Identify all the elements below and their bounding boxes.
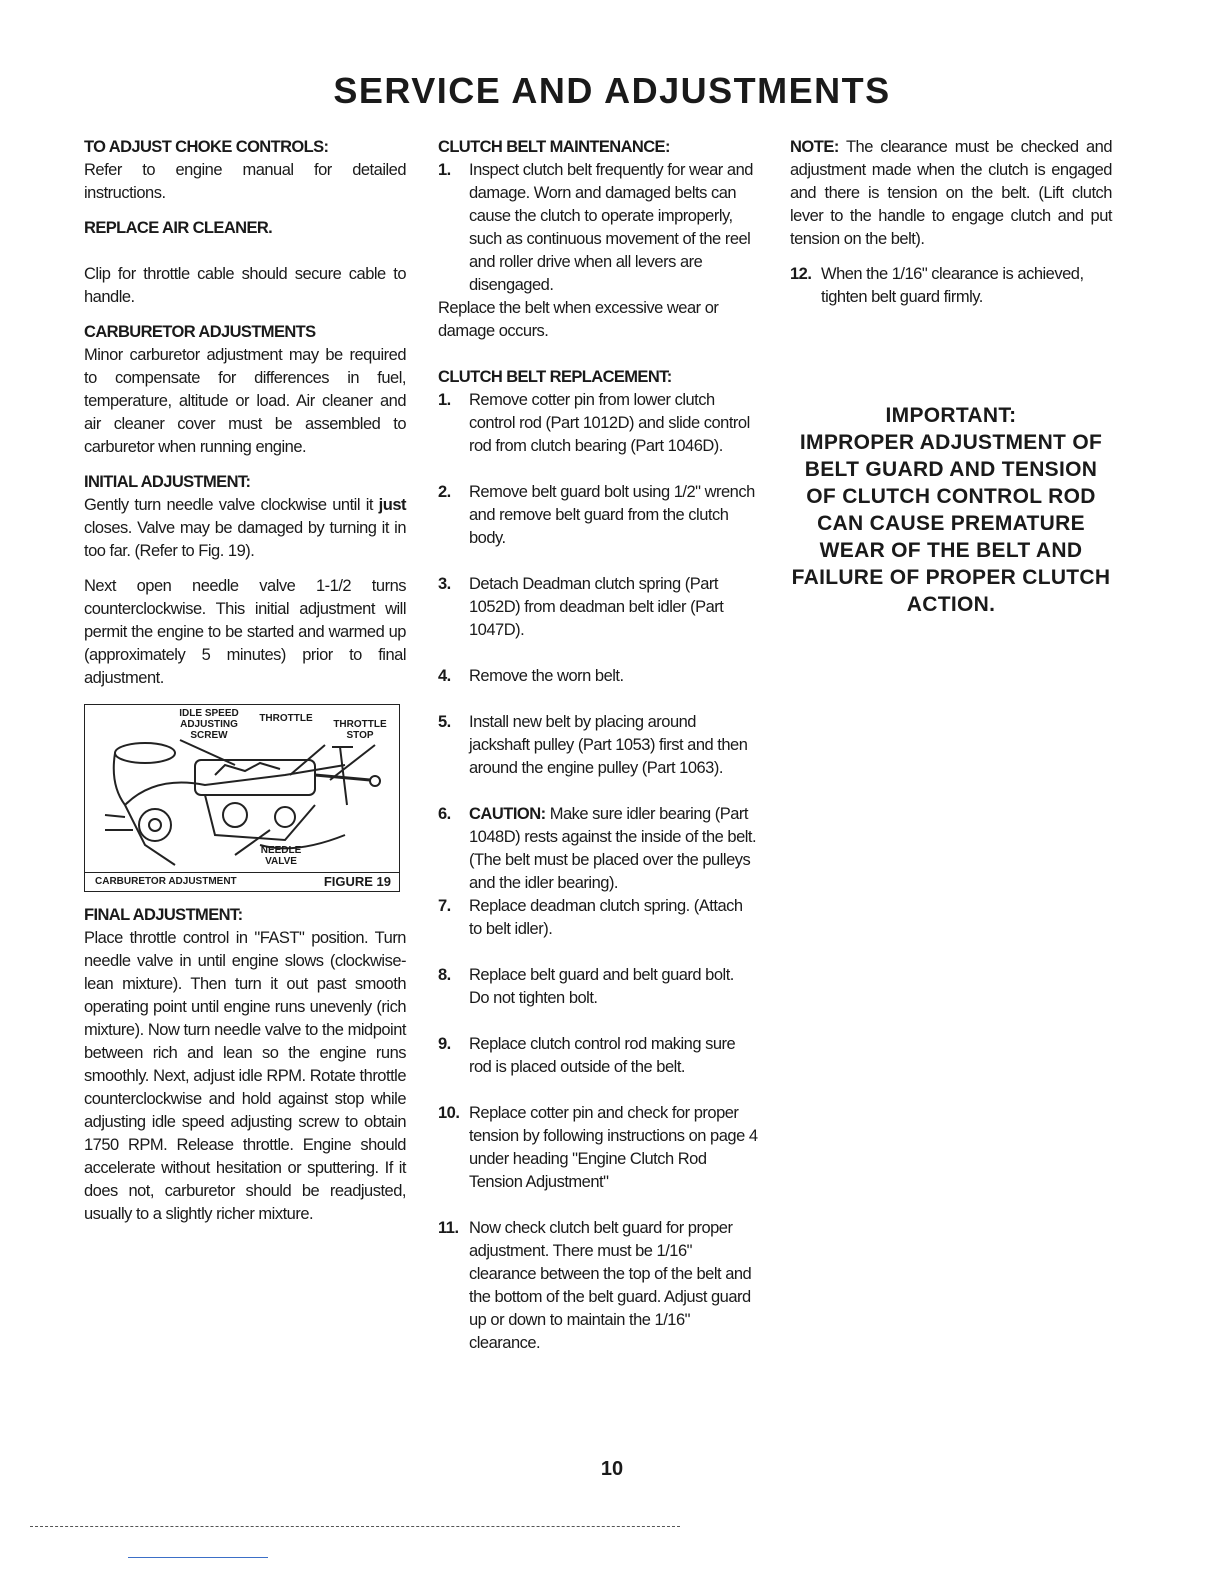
step-number: 9. [438,1035,451,1053]
figure-19-carburetor [84,704,400,892]
column-middle [438,136,758,1378]
replacement-step [438,573,758,642]
page-number: 10 [600,1458,624,1480]
step-text: Replace deadman clutch spring. (Attach to belt idler). [469,897,743,938]
figure-caption [85,872,399,891]
carburetor-text: Minor carburetor adjustment may be required to compensate for differences in fuel, temperature, altitude or load. Air cleaner and air cleaner cover must be assembled to carburetor when running engine. [84,346,406,456]
step-number: 4. [438,667,451,685]
figure-caption-title: CARBURETOR ADJUSTMENT [95,876,237,887]
step-text: Install new belt by placing around jackshaft pulley (Part 1053) first and then around the engine pulley (Part 1063). [469,713,748,777]
replacement-step [438,1102,758,1194]
important-title: IMPORTANT: [885,404,1017,427]
step-text: Replace belt guard and belt guard bolt. Do not tighten bolt. [469,966,734,1007]
step-text: Replace clutch control rod making sure rod is placed outside of the belt. [469,1035,736,1076]
initial-text-part-2: closes. Valve may be damaged by turning it in too far. (Refer to Fig. 19). [84,519,406,560]
step-number: 10. [438,1104,460,1122]
label-throttle-stop: THROTTLE STOP [333,719,387,741]
step-caution-label: CAUTION: [469,805,546,823]
step-text: Replace cotter pin and check for proper tension by following instructions on page 4 under heading "Engine Clutch Rod Tension Adjustment" [469,1104,758,1191]
footer-rule [30,1526,680,1527]
step-text: Detach Deadman clutch spring (Part 1052D) from deadman belt idler (Part 1047D). [469,575,724,639]
step-12-number: 12. [790,265,812,283]
note-paragraph [790,136,1112,251]
replacement-step [438,1033,758,1079]
maintenance-after-text: Replace the belt when excessive wear or damage occurs. [438,299,719,340]
label-idle-speed: IDLE SPEED ADJUSTING SCREW [179,708,239,741]
important-text: IMPROPER ADJUSTMENT OF BELT GUARD AND TENSION OF CLUTCH CONTROL ROD CAN CAUSE PREMATURE WEAR OF THE BELT AND FAILURE OF PROPER CLUTCH ACTION. [791,431,1111,616]
step-text: Make sure idler bearing (Part 1048D) rests against the inside of the belt. (The belt must be placed over the pulleys and the idler bearing). [469,805,757,892]
belt-maintenance-heading: CLUTCH BELT MAINTENANCE: [438,138,670,156]
carburetor-heading: CARBURETOR ADJUSTMENTS [84,323,316,341]
figure-caption-number: FIGURE 19 [323,874,391,889]
step-text: Remove the worn belt. [469,667,624,685]
replacement-step [438,711,758,780]
footer-link-line [128,1557,268,1558]
step-number: 5. [438,713,451,731]
note-text: The clearance must be checked and adjustment made when the clutch is engaged and there is tension on the belt. (Lift clutch lever to the handle to engage clutch and put tension on the belt). [790,138,1112,248]
maintenance-item [438,159,758,297]
initial-text-part-1: Gently turn needle valve clockwise until it [84,496,373,514]
step-text: Remove belt guard bolt using 1/2" wrench and remove belt guard from the clutch body. [469,483,755,547]
choke-text: Refer to engine manual for detailed instructions. [84,161,406,202]
step-number: 8. [438,966,451,984]
air-cleaner-text: Clip for throttle cable should secure cable to handle. [84,265,406,306]
note-label: NOTE: [790,138,839,156]
step-12-text: When the 1/16" clearance is achieved, tighten belt guard firmly. [821,265,1084,306]
step-text: Remove cotter pin from lower clutch control rod (Part 1012D) and slide control rod from clutch bearing (Part 1046D). [469,391,750,455]
step-text: Now check clutch belt guard for proper adjustment. There must be 1/16" clearance between the top of the belt and the bottom of the belt guard. Adjust guard up or down to maintain the 1/16" clearance. [469,1219,752,1352]
replacement-step [438,895,758,941]
final-adjustment-heading: FINAL ADJUSTMENT: [84,906,243,924]
replacement-step [438,964,758,1010]
label-needle-valve: NEEDLE VALVE [260,845,302,867]
step-number: 6. [438,805,451,823]
maintenance-item-text: Inspect clutch belt frequently for wear and damage. Worn and damaged belts can cause the clutch to operate improperly, such as continuous movement of the reel and roller drive when all levers are disengaged. [469,161,753,294]
belt-replacement-heading: CLUTCH BELT REPLACEMENT: [438,368,672,386]
replacement-step [438,803,758,895]
replacement-step [438,1217,758,1355]
final-adjustment-text: Place throttle control in "FAST" position. Turn needle valve in until engine slows (clockwise-lean mixture). Then turn it out past smooth operating point until engine runs unevenly (rich mixture). Now turn needle valve to the midpoint between rich and lean so the engine runs smoothly. Next, adjust idle RPM. Rotate throttle counterclockwise and hold against stop while adjusting idle speed adjusting screw to obtain 1750 RPM. Release throttle. Engine should accelerate without hesitation or sputtering. If it does not, carburetor should be readjusted, usually to a slightly richer mixture. [84,929,406,1223]
step-12-list [790,263,1112,309]
replacement-step [438,481,758,550]
choke-heading: TO ADJUST CHOKE CONTROLS: [84,138,329,156]
replacement-step [438,665,758,688]
initial-adjustment-heading: INITIAL ADJUSTMENT: [84,473,251,491]
step-number: 2. [438,483,451,501]
page-title: SERVICE AND ADJUSTMENTS [333,70,891,111]
column-left [84,136,406,1226]
step-number: 7. [438,897,451,915]
maintenance-item-number: 1. [438,161,451,179]
next-open-text: Next open needle valve 1-1/2 turns counterclockwise. This initial adjustment will permit the engine to be started and warmed up (approximately 5 minutes) prior to final adjustment. [84,577,406,687]
initial-adjustment-text [84,494,406,563]
replacement-steps [438,389,758,1355]
important-warning [790,402,1112,618]
step-number: 11. [438,1219,459,1237]
label-throttle: THROTTLE [259,713,313,724]
step-number: 3. [438,575,451,593]
replacement-step [438,389,758,458]
step-number: 1. [438,391,451,409]
initial-text-emphasis: just [378,496,407,514]
column-right [790,136,1112,618]
step-12 [790,263,1112,309]
maintenance-list [438,159,758,297]
air-cleaner-heading: REPLACE AIR CLEANER. [84,219,273,237]
